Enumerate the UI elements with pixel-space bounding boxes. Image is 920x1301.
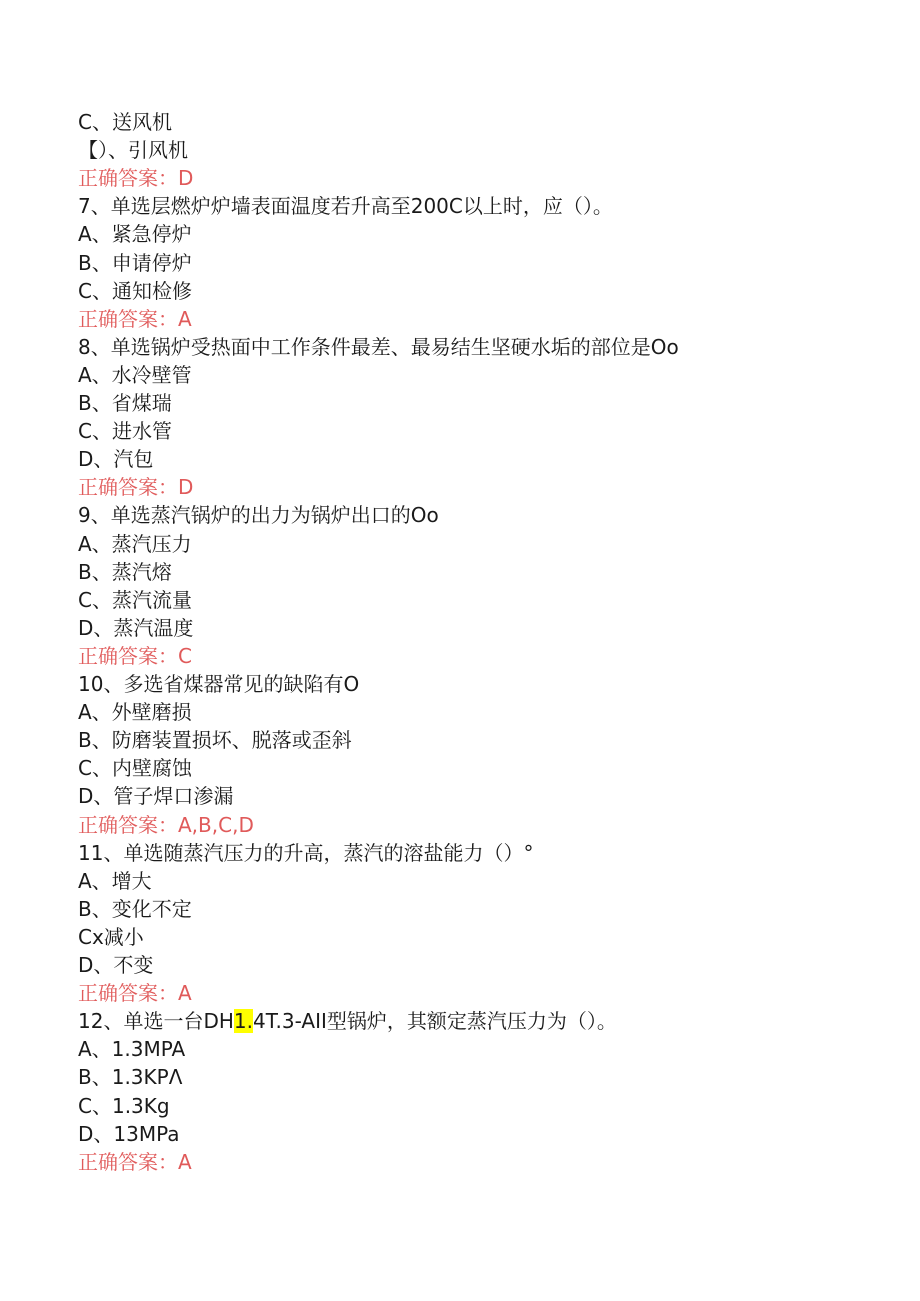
option-text: C、内壁腐蚀: [78, 756, 192, 780]
option-text: A、蒸汽压力: [78, 532, 192, 556]
question-text: 8、单选锅炉受热面中工作条件最差、最易结生坚硬水垢的部位是Oo: [78, 335, 679, 359]
option-text: B、申请停炉: [78, 251, 192, 275]
option-text: B、防磨装置损坏、脱落或歪斜: [78, 728, 352, 752]
option-text: C、通知检修: [78, 279, 192, 303]
answer-label: 正确答案：: [78, 644, 178, 668]
correct-answer: [78, 979, 192, 1007]
correct-answer: [78, 642, 192, 670]
option-text: A、增大: [78, 869, 152, 893]
option-text: C、1.3Kg: [78, 1094, 170, 1118]
question-text: 7、单选层燃炉炉墙表面温度若升高至200C以上时，应（）。: [78, 194, 613, 218]
correct-answer: [78, 473, 193, 501]
option-text: C、进水管: [78, 419, 172, 443]
question-text: [78, 1007, 617, 1035]
option-text: D、蒸汽温度: [78, 616, 194, 640]
answer-value: A: [178, 307, 192, 331]
answer-label: 正确答案：: [78, 1150, 178, 1174]
answer-value: A,B,C,D: [178, 813, 254, 837]
question-text: 9、单选蒸汽锅炉的出力为锅炉出口的Oo: [78, 503, 439, 527]
answer-value: D: [178, 475, 194, 499]
option-text: Cx减小: [78, 925, 144, 949]
option-text: B、蒸汽熔: [78, 560, 172, 584]
answer-value: D: [178, 166, 194, 190]
option-text: C、送风机: [78, 110, 172, 134]
option-text: A、紧急停炉: [78, 222, 192, 246]
correct-answer: [78, 305, 192, 333]
option-text: A、水冷壁管: [78, 363, 192, 387]
question-text: 11、单选随蒸汽压力的升高，蒸汽的溶盐能力（）°: [78, 841, 534, 865]
option-text: B、1.3KPΛ: [78, 1065, 183, 1089]
option-text: A、1.3MPA: [78, 1037, 186, 1061]
answer-value: A: [178, 1150, 192, 1174]
answer-label: 正确答案：: [78, 307, 178, 331]
answer-value: C: [178, 644, 192, 668]
answer-value: A: [178, 981, 192, 1005]
answer-label: 正确答案：: [78, 981, 178, 1005]
option-text: B、变化不定: [78, 897, 192, 921]
option-text: C、蒸汽流量: [78, 588, 192, 612]
question-text: 10、多选省煤器常见的缺陷有O: [78, 672, 360, 696]
correct-answer: [78, 164, 193, 192]
option-text: D、管子焊口渗漏: [78, 784, 234, 808]
option-text: D、不变: [78, 953, 154, 977]
option-text: 【）、引风机: [78, 138, 188, 162]
question-text-part: 4T.3-AII型锅炉，其额定蒸汽压力为（）。: [252, 1009, 617, 1033]
answer-label: 正确答案：: [78, 475, 178, 499]
highlighted-text: 1.: [233, 1009, 253, 1033]
option-text: B、省煤瑞: [78, 391, 172, 415]
option-text: D、13MPa: [78, 1122, 180, 1146]
correct-answer: [78, 811, 254, 839]
correct-answer: [78, 1148, 192, 1176]
option-text: D、汽包: [78, 447, 154, 471]
answer-label: 正确答案：: [78, 166, 178, 190]
answer-label: 正确答案：: [78, 813, 178, 837]
option-text: A、外壁磨损: [78, 700, 192, 724]
question-text-part: 12、单选一台DH: [78, 1009, 234, 1033]
